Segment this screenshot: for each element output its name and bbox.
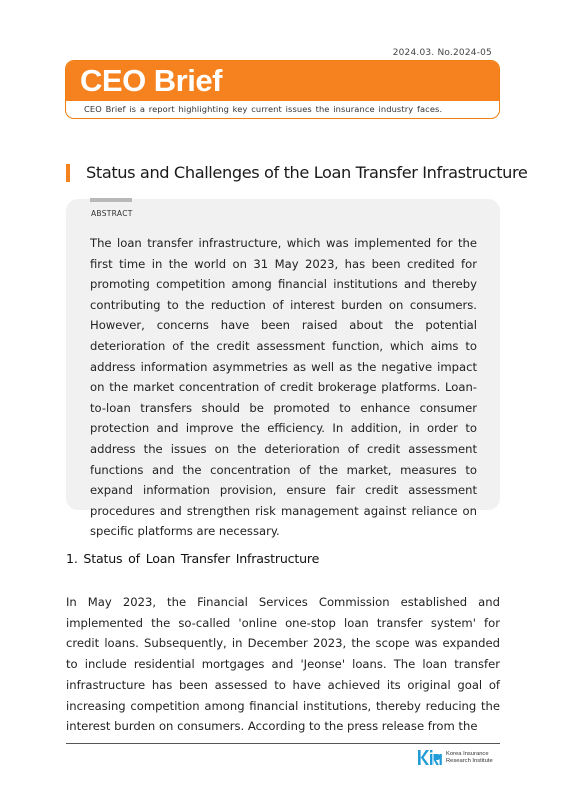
kiri-logo-icon: [418, 749, 442, 766]
abstract-label: ABSTRACT: [91, 209, 133, 218]
report-title-text: Status and Challenges of the Loan Transfer Infrastructure: [86, 163, 528, 182]
abstract-text: The loan transfer infrastructure, which was implemented for the first time in the world on 31 May 2023, has been credited for promoting competition among financial institutions and thereby contributing to the reduction of interest burden on consumers. However, concerns have been raised about the potential deterioration of the credit assessment function, which aims to address information asymmetries as well as the negative impact on the market concentration of credit brokerage platforms. Loan-to-loan transfers should be promoted to enhance consumer protection and improve the efficiency. In addition, in order to address the issues on the deterioration of credit assessment functions and the concentration of the market, measures to expand information provision, ensure fair credit assessment procedures and strengthen risk management against reliance on specific platforms are necessary.: [90, 236, 477, 539]
issue-number: 2024.03. No.2024-05: [392, 48, 492, 58]
footer-divider: [66, 743, 500, 744]
banner-title: CEO Brief: [80, 63, 222, 98]
title-accent-bar: [66, 164, 70, 182]
abstract-tab-marker: [90, 198, 132, 202]
kiri-logo: [418, 749, 493, 766]
section-body: In May 2023, the Financial Services Commission established and implemented the so-called 'online one-stop loan transfer system' for credit loans. Subsequently, in December 2023, the scope was expanded to include residential mortgages and 'Jeonse' loans. The loan transfer infrastructure has been assessed to have achieved its original goal of increasing competition among financial institutions, thereby reducing the interest burden on consumers. According to the press release from the: [66, 595, 500, 734]
banner-subtitle: CEO Brief is a report highlighting key current issues the insurance industry faces.: [84, 104, 443, 114]
ceo-brief-banner: [65, 60, 500, 119]
report-title: [66, 163, 527, 182]
abstract-box: [66, 199, 500, 539]
section-heading: 1. Status of Loan Transfer Infrastructure: [66, 551, 320, 566]
logo-wordmark: Korea Insurance Research Institute: [446, 750, 493, 764]
